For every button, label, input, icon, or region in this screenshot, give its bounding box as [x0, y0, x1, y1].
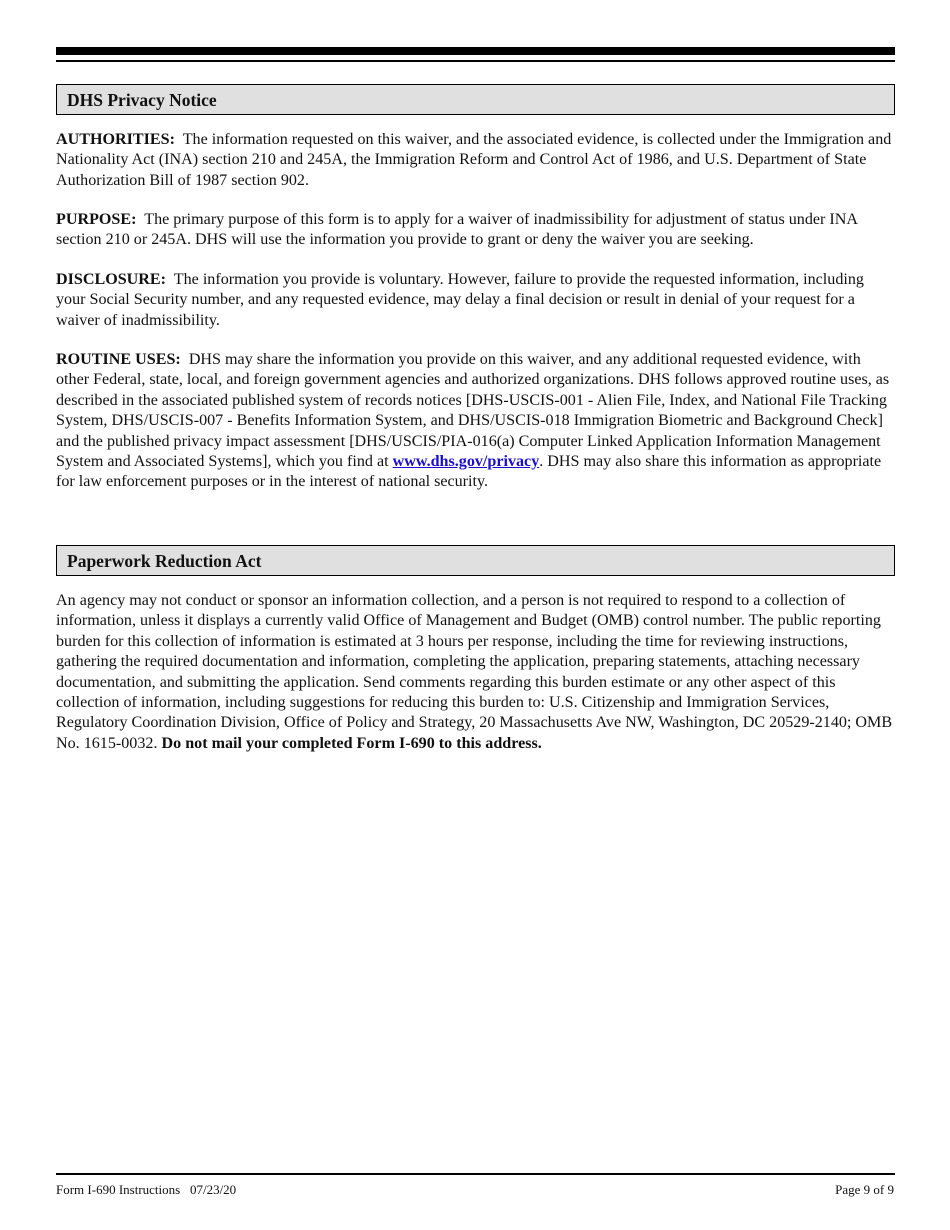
dhs-privacy-link[interactable]: www.dhs.gov/privacy [392, 453, 540, 471]
footer-page-number: Page 9 of 9 [835, 1182, 894, 1197]
authorities-text: The information requested on this waiver, and the associated evidence, is collected under the Immigration and Nationality Act (INA) section 210 and 245A, the Immigration Reform and Control Act of 1986, and U.S. Department of State Authorization Bill of 1987 section 902. [56, 131, 892, 189]
top-thin-rule [56, 60, 895, 62]
authorities-label: AUTHORITIES: [56, 131, 175, 148]
privacy-notice-header [56, 84, 895, 115]
purpose-text: The primary purpose of this form is to apply for a waiver of inadmissibility for adjustment of status under INA section 210 or 245A. DHS will use the information you provide to grant or deny the waiver you are seeking. [56, 211, 858, 249]
authorities-paragraph [56, 130, 896, 191]
paperwork-bold-text: Do not mail your completed Form I-690 to this address. [161, 734, 542, 752]
privacy-notice-title: DHS Privacy Notice [67, 90, 217, 110]
purpose-label: PURPOSE: [56, 211, 137, 228]
top-thick-rule [56, 47, 895, 55]
routine-uses-text: DHS may share the information you provide on this waiver, and any additional requested evidence, with other Federal, state, local, and foreign government agencies and authorized organizations. DHS follows approved routine uses, as described in the associated published system of records notices [DHS-USCIS-001 - Alien File, Index, and National File Tracking System, DHS/USCIS-007 - Benefits Information System, and DHS/USCIS-018 Immigration Biometric and Background Check] and the published privacy impact assessment [DHS/USCIS/PIA-016(a) Computer Linked Application Information Management System and Associated Systems], which you find at [56, 351, 890, 471]
disclosure-label: DISCLOSURE: [56, 271, 167, 288]
paperwork-text: An agency may not conduct or sponsor an information collection, and a person is not required to respond to a collection of information, unless it displays a currently valid Office of Management and Budget (OMB) control number. The public reporting burden for this collection of information is estimated at 3 hours per response, including the time for reviewing instructions, gathering the required documentation and information, completing the application, preparing statements, attaching necessary documentation, and submitting the application. Send comments regarding this burden estimate or any other aspect of this collection of information, including suggestions for reducing this burden to: U.S. Citizenship and Immigration Services, Regulatory Coordination Division, Office of Policy and Strategy, 20 Massachusetts Ave NW, Washington, DC 20529-2140; OMB No. 1615-0032. [56, 592, 893, 752]
disclosure-text: The information you provide is voluntary. However, failure to provide the requested information, including your Social Security number, and any requested evidence, may delay a final decision or result in denial of your request for a waiver of inadmissibility. [56, 271, 864, 329]
purpose-paragraph [56, 210, 896, 251]
routine-uses-paragraph [56, 350, 896, 493]
paperwork-paragraph [56, 591, 896, 754]
footer-rule [56, 1173, 895, 1175]
disclosure-paragraph [56, 270, 896, 331]
routine-uses-text-end: . DHS may also share this information as appropriate for law enforcement purposes or in the interest of national security. [56, 453, 882, 491]
routine-uses-label: ROUTINE USES: [56, 351, 181, 368]
footer-form-id: Form I-690 Instructions 07/23/20 [56, 1182, 237, 1197]
paperwork-header [56, 545, 895, 576]
paperwork-title: Paperwork Reduction Act [67, 551, 262, 571]
